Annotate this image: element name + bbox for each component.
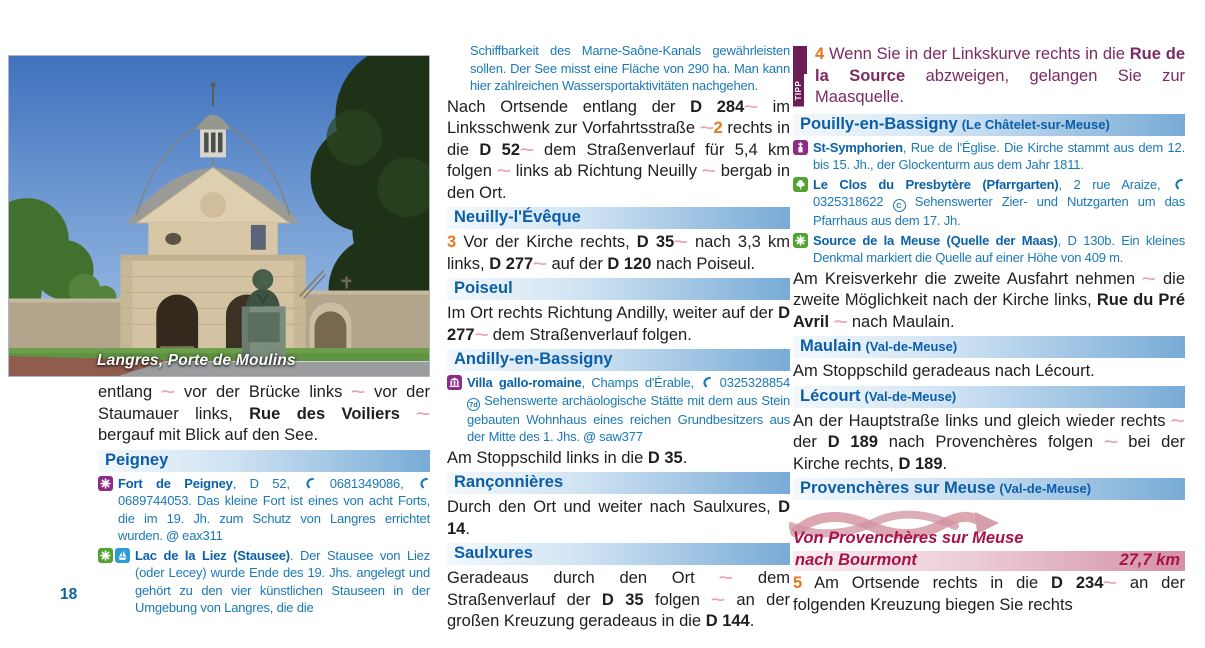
highlighted-name: Rue de la Source [815,45,1185,85]
phone-icon [418,477,429,489]
location-header [447,207,790,229]
highlighted-name: D 189 [898,454,943,473]
poi-name: Source de la Meuse (Quelle der Maas) [813,232,1058,248]
route-instruction [447,232,790,275]
tip-marker [793,44,812,109]
text-run: dem Straßenverlauf der [447,569,790,609]
route-instruction [447,303,790,346]
route-wave-icon: ~ [1170,411,1186,430]
nature-sight-icon [98,548,113,563]
highlighted-name: D 277 [489,254,534,273]
text-run: , Champs d'Érable, [581,375,701,390]
stage-bar [793,551,1185,571]
highlighted-name: D 14 [447,498,790,538]
text-run: Am Kreisverkehr die zweite Ausfahrt nehmen [793,269,1143,288]
tip-text [815,44,1185,109]
route-wave-icon: ~ [532,254,548,273]
stage-from: Von Provenchères sur Meuse [793,529,1024,548]
location-header [98,450,430,472]
phone-icon [1173,178,1184,190]
poi-icons [447,374,462,446]
poi-name: Le Clos du Presbytère (Pfarrgarten) [813,176,1059,192]
text-run: 0689744053. Das kleine Fort ist eines von acht Forts, die im 19. Jh. zum Schutz von Langres errichtet wurden. [118,493,430,543]
poi-icons [793,139,808,174]
column-left [98,381,430,619]
highlighted-name: D 35 [601,590,644,609]
route-instruction [447,97,790,205]
text-run: an der folgenden Kreuzung biegen Sie rechts [793,574,1185,614]
column-right [793,42,1185,618]
highlighted-name: Rue du Pré Avril [793,291,1185,331]
location-header [447,349,790,371]
highlighted-name: D 120 [607,254,652,273]
text-run: im Linksschwenk zur Vorfahrtsstraße [447,97,791,137]
poi-icons [98,475,113,545]
poi-icons [793,232,808,267]
location-header [793,336,1185,358]
route-instruction [793,573,1185,616]
route-wave-icon: ~ [1102,574,1118,593]
boating-icon [115,548,130,563]
text-run: nach 3,3 km links, [447,233,790,273]
stage-divider [793,508,1185,571]
highlighted-name: D 284 [690,97,745,116]
route-point-number: 5 [793,574,803,593]
church-icon [793,140,808,155]
garden-icon [793,177,808,192]
text-run: rechts in die [447,119,790,159]
poi-item [98,475,430,545]
poi-name: Villa gallo-romaine [467,375,582,390]
tip-box [793,44,1185,109]
location-commune: (Val-de-Meuse) [865,339,958,355]
phone-icon [303,476,316,491]
text-run: vor der Staumauer links, [98,383,430,423]
route-point-number: 2 [713,119,723,137]
text-run: , D 52, [232,475,304,491]
photo-illustration [9,56,429,376]
route-wave-icon: ~ [415,404,431,423]
text-run: nach Provenchères folgen [877,433,1104,452]
tip-label: TIPP [793,74,804,107]
route-wave-icon: ~ [1103,433,1118,452]
text-run: abzweigen, gelangen Sie zur Maasquelle. [815,66,1185,106]
route-point-number: 4 [815,45,825,63]
column-middle [447,42,790,635]
poi-name: Fort de Peigney [118,475,233,491]
text-run: . [465,519,470,538]
route-wave-icon: ~ [474,325,489,344]
location-name: Peigney [105,450,169,469]
highlighted-name: D 35 [647,448,683,467]
poi-description-continued [470,42,790,95]
route-wave-icon: ~ [699,119,714,137]
phone-icon [304,477,315,489]
stage-to: nach Bourmont [795,551,917,570]
phone-icon [701,376,712,388]
route-instruction [447,568,790,633]
location-header [447,278,790,300]
photo-langres-porte-de-moulins [8,55,430,377]
text-run: links ab Richtung Neuilly [510,162,703,180]
opening-info-icon: C [893,199,906,212]
route-instruction [447,448,790,470]
highlighted-name: Rue des Voiliers [249,404,417,423]
text-run: die zweite Möglichkeit nach der Kirche links, [793,269,1185,310]
text-run: Nach Ortsende entlang der [447,97,691,116]
poi-name: Lac de la Liez (Stausee) [135,547,290,563]
text-run: Schiffbarkeit des Marne-Saône-Kanals gewährleisten sollen. Der See misst eine Fläche von 290 ha. Man kann hier zahlreichen Wassersportaktivitäten nachgehen. [470,43,790,93]
location-header [793,478,1185,500]
photo-caption: Langres, Porte de Moulins [97,352,296,369]
text-run: 0325328854 [713,375,790,390]
highlighted-name: D 35 [636,233,675,251]
route-wave-icon: ~ [160,383,176,401]
location-name: Rançonnières [454,473,564,492]
highlighted-name: D 234 [1051,574,1104,593]
poi-item [447,374,790,446]
poi-description [118,475,430,545]
web-code-icon: @ [583,429,596,445]
location-name: Lécourt [800,386,861,405]
text-run: saw377 [595,429,643,445]
web-code-icon: @ [166,528,179,543]
route-wave-icon: ~ [1141,269,1157,288]
text-run: vor der Brücke links [174,383,352,401]
location-header [793,386,1185,408]
text-run: An der Hauptstraße links und gleich wieder rechts [793,411,1172,430]
poi-description [813,176,1185,230]
location-commune: (Le Châtelet-sur-Meuse) [961,116,1110,132]
location-name: Maulain [800,337,862,356]
text-run: . [682,448,688,467]
route-wave-icon: ~ [519,140,535,159]
text-run: dem Straßenverlauf für 5,4 km folgen [447,140,790,180]
highlighted-name: D 277 [447,304,790,344]
route-wave-icon: ~ [496,162,512,180]
text-run: Durch den Ort und weiter nach Saulxures, [447,498,779,517]
text-run: . [749,612,755,631]
location-name: Saulxures [454,544,533,563]
text-run: Sehenswerter Zier- und Nutzgarten um das Pfarrhaus aus dem 17. Jh. [813,194,1185,229]
poi-item [793,139,1185,174]
location-commune: (Val-de-Meuse) [999,481,1092,497]
route-instruction [793,361,1185,383]
text-run: eax311 [178,528,223,543]
phone-icon [417,476,430,491]
phone-icon [1172,177,1185,192]
tip-bar-head [793,46,807,74]
text-run: Geradeaus durch den Ort [447,569,720,588]
text-run: Wenn Sie in der Linkskurve rechts in die [824,45,1130,63]
poi-name: St-Symphorien [813,139,903,155]
location-name: Pouilly-en-Bassigny [800,114,958,133]
text-run: bergab in den Ort. [447,162,791,202]
text-run: , Rue de l'Église. Die Kirche stammt aus dem 12. bis 15. Jh., der Glockenturm aus dem Jahr 1811. [813,139,1185,172]
text-run: auf der [546,254,608,273]
text-run: , 2 rue Araize, [1058,176,1172,192]
location-commune: (Val-de-Meuse) [864,388,957,404]
route-instruction [447,497,790,540]
text-run: , D 130b. Ein kleines Denkmal markiert die Quelle auf einer Höhe von 409 m. [813,232,1185,266]
route-instruction [793,411,1185,476]
location-header [447,472,790,494]
nature-sight-icon [793,233,808,248]
route-wave-icon: ~ [743,97,759,116]
poi-icons [98,547,130,617]
text-run: Im Ort rechts Richtung Andilly, weiter auf der [447,304,779,322]
route-wave-icon: ~ [701,162,717,180]
text-run: . [942,454,948,473]
text-run: bei der Kirche rechts, [793,433,1185,473]
highlighted-name: D 144 [705,612,750,631]
highlighted-name: D 52 [479,140,521,159]
poi-icons [793,176,808,230]
text-run: Am Stoppschild links in die [447,448,648,467]
text-run: . Der Stausee von Liez (oder Lecey) wurde Ende des 19. Jhs. angelegt und gehört zu den vier künstlichen Stauseen in der Umgebung von Langres, die die [135,547,430,615]
route-wave-icon: ~ [351,383,366,401]
location-name: Neuilly-l'Évêque [454,208,581,226]
route-wave-icon: ~ [710,590,726,609]
location-header [447,543,790,565]
text-run: an der großen Kreuzung geradeaus in die [447,590,791,631]
highlighted-name: D 189 [827,433,878,452]
poi-description [813,232,1185,267]
poi-description [467,374,790,446]
text-run: der [793,433,828,452]
stage-distance: 27,7 km [1119,551,1180,570]
text-run: Vor der Kirche rechts, [456,233,637,251]
text-run: Sehenswerte archäologische Stätte mit dem aus Stein gebauten Wohnhaus eines reichen Grundbesitzers aus der Mitte des 1. Jhs. [467,392,790,445]
poi-description [813,139,1185,174]
poi-description [135,547,430,617]
phone-icon [700,375,713,390]
text-run: bergauf mit Blick auf den See. [98,426,319,444]
text-run: folgen [643,590,712,609]
route-wave-icon: ~ [719,569,734,588]
text-run: 0681349086, [316,475,417,491]
sight-icon [98,476,113,491]
museum-icon [447,375,462,390]
location-header [793,114,1185,136]
page-number: 18 [60,586,78,603]
text-run: nach Poiseul. [651,254,756,273]
poi-item [793,232,1185,267]
location-name: Poiseul [454,279,513,297]
poi-item [793,176,1185,230]
route-wave-icon: ~ [833,312,848,331]
open-daily-icon: 7d [467,398,480,411]
route-point-number: 3 [447,233,457,251]
text-run: dem Straßenverlauf folgen. [488,325,692,344]
route-instruction [98,382,430,447]
route-wave-icon: ~ [673,233,689,251]
poi-item [98,547,430,617]
location-name: Andilly-en-Bassigny [454,350,613,368]
text-run: nach Maulain. [847,312,955,331]
text-run: 0325318622 [813,194,893,209]
text-run: entlang [98,383,162,401]
text-run: Am Stoppschild geradeaus nach Lécourt. [793,362,1095,381]
route-instruction [793,269,1185,334]
location-name: Provenchères sur Meuse [800,479,996,498]
text-run: Am Ortsende rechts in die [802,574,1052,593]
